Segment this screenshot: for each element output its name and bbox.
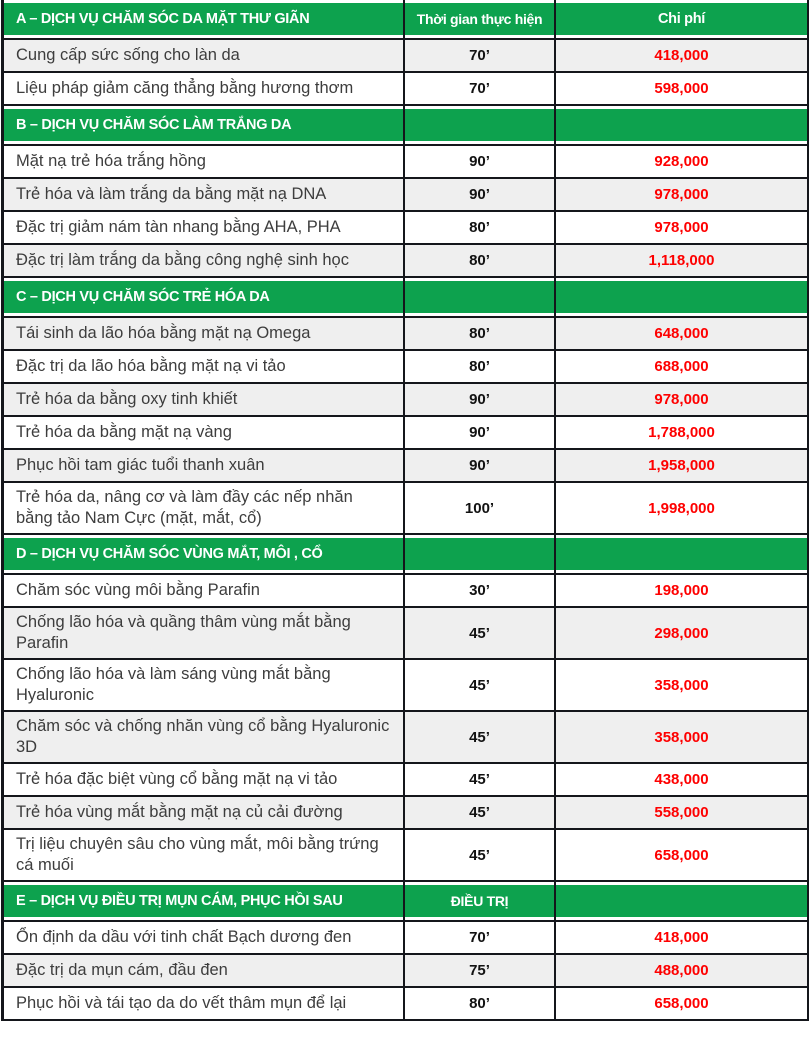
service-name: Liệu pháp giảm căng thẳng bằng hương thơm [16,79,354,97]
service-cell [4,245,405,276]
duration-cell [405,179,556,210]
price-value: 688,000 [654,358,709,375]
duration-value: 45’ [469,804,490,821]
table-row [4,384,809,417]
price-cell [556,318,809,349]
section-header-bar [4,538,403,570]
service-cell [4,40,405,71]
duration-cell [405,922,556,953]
service-name: Chống lão hóa và quầng thâm vùng mắt bằng Parafin [16,613,351,652]
service-cell [4,351,405,382]
table-row [4,830,809,882]
duration-header-bar [405,281,554,313]
table-row [4,922,809,955]
table-row [4,179,809,212]
service-cell [4,73,405,104]
service-name: Trẻ hóa và làm trắng da bằng mặt nạ DNA [16,185,327,203]
table-row [4,955,809,988]
price-cell [556,212,809,243]
price-cell [556,245,809,276]
service-name: Đặc trị da lão hóa bằng mặt nạ vi tảo [16,357,286,375]
section-header-cell [4,535,405,573]
price-cell [556,73,809,104]
price-header-bar [556,281,807,313]
duration-header-label [478,550,482,558]
duration-value: 70’ [469,80,490,97]
table-row [4,797,809,830]
duration-header-label [478,293,482,301]
section-title: B – DỊCH VỤ CHĂM SÓC LÀM TRẮNG DA [16,116,292,133]
service-cell [4,608,405,658]
price-value: 1,998,000 [648,499,715,517]
price-cell [556,660,809,710]
service-name: Cung cấp sức sống cho làn da [16,46,240,64]
price-header-cell [556,0,809,38]
price-value: 358,000 [654,728,709,746]
price-value: 648,000 [654,325,709,342]
service-cell [4,417,405,448]
section-title: A – DỊCH VỤ CHĂM SÓC DA MẶT THƯ GIÃN [16,10,310,27]
duration-value: 45’ [469,728,490,746]
price-value: 198,000 [654,582,709,599]
table-row [4,764,809,797]
price-header-cell [556,882,809,920]
duration-header-cell [405,535,556,573]
section-title: E – DỊCH VỤ ĐIỀU TRỊ MỤN CÁM, PHỤC HỒI SAU [16,892,343,909]
service-name: Trẻ hóa da bằng oxy tinh khiết [16,390,238,408]
duration-header-bar [405,3,554,35]
duration-header-label: ĐIỀU TRỊ [450,892,509,909]
price-value: 1,118,000 [648,252,715,269]
table-row [4,483,809,535]
section-header-bar [4,3,403,35]
duration-value: 45’ [469,676,490,694]
price-cell [556,712,809,762]
price-cell [556,797,809,828]
duration-cell [405,351,556,382]
service-cell [4,575,405,606]
table-row [4,450,809,483]
duration-cell [405,146,556,177]
duration-value: 45’ [469,624,490,642]
price-value: 488,000 [654,962,709,979]
section-header-row [4,535,809,575]
duration-value: 80’ [469,252,490,269]
section-title: C – DỊCH VỤ CHĂM SÓC TRẺ HÓA DA [16,288,270,305]
duration-value: 75’ [469,962,490,979]
price-header-label: Chi phí [657,10,706,27]
service-cell [4,712,405,762]
duration-value: 30’ [469,582,490,599]
service-name: Chăm sóc vùng môi bằng Parafin [16,581,260,599]
price-value: 358,000 [654,676,709,694]
price-value: 1,788,000 [648,424,715,441]
service-cell [4,660,405,710]
service-cell [4,922,405,953]
table-row [4,988,809,1021]
duration-cell [405,483,556,533]
price-value: 928,000 [654,153,709,170]
duration-cell [405,245,556,276]
duration-header-cell [405,278,556,316]
duration-cell [405,797,556,828]
duration-cell [405,575,556,606]
duration-cell [405,988,556,1019]
table-row [4,575,809,608]
section-header-row [4,106,809,146]
service-cell [4,212,405,243]
service-cell [4,797,405,828]
duration-cell [405,660,556,710]
price-value: 658,000 [654,846,709,864]
duration-value: 80’ [469,358,490,375]
duration-value: 80’ [469,325,490,342]
price-cell [556,483,809,533]
table-row [4,417,809,450]
service-name: Đặc trị da mụn cám, đầu đen [16,961,228,979]
price-header-bar [556,109,807,141]
duration-cell [405,73,556,104]
price-value: 438,000 [654,771,709,788]
duration-header-cell [405,106,556,144]
duration-header-cell [405,882,556,920]
price-value: 978,000 [654,186,709,203]
section-header-bar [4,109,403,141]
section-header-row [4,882,809,922]
section-header-row [4,0,809,40]
price-value: 558,000 [654,804,709,821]
price-header-cell [556,278,809,316]
duration-value: 70’ [469,929,490,946]
price-cell [556,764,809,795]
section-title: D – DỊCH VỤ CHĂM SÓC VÙNG MẮT, MÔI , CỔ [16,545,323,562]
duration-cell [405,764,556,795]
table-row [4,245,809,278]
price-value: 1,958,000 [648,457,715,474]
service-cell [4,450,405,481]
price-value: 978,000 [654,391,709,408]
service-name: Trẻ hóa vùng mắt bằng mặt nạ củ cải đường [16,803,343,821]
duration-value: 45’ [469,771,490,788]
duration-value: 90’ [469,153,490,170]
price-value: 418,000 [654,929,709,946]
service-name: Tái sinh da lão hóa bằng mặt nạ Omega [16,324,311,342]
table-row [4,712,809,764]
service-cell [4,955,405,986]
table-row [4,212,809,245]
price-cell [556,417,809,448]
section-header-cell [4,278,405,316]
price-value: 978,000 [654,219,709,236]
service-name: Ổn định da dầu với tinh chất Bạch dương đen [16,928,352,946]
price-cell [556,830,809,880]
price-cell [556,450,809,481]
service-cell [4,830,405,880]
duration-value: 90’ [469,186,490,203]
section-header-cell [4,106,405,144]
duration-header-label: Thời gian thực hiện [416,10,543,27]
duration-cell [405,384,556,415]
price-header-bar [556,538,807,570]
service-cell [4,483,405,533]
price-header-bar [556,3,807,35]
price-header-bar [556,885,807,917]
service-cell [4,764,405,795]
duration-cell [405,318,556,349]
service-name: Chống lão hóa và làm sáng vùng mắt bằng Hyaluronic [16,665,331,704]
table-row [4,40,809,73]
duration-header-cell [405,0,556,38]
section-header-bar [4,885,403,917]
duration-cell [405,212,556,243]
service-cell [4,146,405,177]
duration-value: 45’ [469,846,490,864]
service-name: Phục hồi và tái tạo da do vết thâm mụn để lại [16,994,347,1012]
duration-header-bar [405,109,554,141]
price-value: 598,000 [654,80,709,97]
service-name: Đặc trị giảm nám tàn nhang bằng AHA, PHA [16,218,341,236]
price-cell [556,179,809,210]
price-cell [556,608,809,658]
duration-cell [405,712,556,762]
price-cell [556,146,809,177]
service-name: Phục hồi tam giác tuổi thanh xuân [16,456,265,474]
duration-value: 70’ [469,47,490,64]
duration-cell [405,450,556,481]
table-row [4,318,809,351]
duration-value: 80’ [469,995,490,1012]
price-header-cell [556,106,809,144]
duration-header-label [478,121,482,129]
section-header-row [4,278,809,318]
duration-header-bar [405,885,554,917]
price-value: 658,000 [654,995,709,1012]
price-cell [556,40,809,71]
service-name: Mặt nạ trẻ hóa trắng hồng [16,152,206,170]
table-row [4,351,809,384]
price-cell [556,384,809,415]
price-cell [556,988,809,1019]
duration-header-bar [405,538,554,570]
price-cell [556,351,809,382]
duration-cell [405,40,556,71]
price-value: 418,000 [654,47,709,64]
duration-cell [405,955,556,986]
service-cell [4,988,405,1019]
duration-value: 90’ [469,424,490,441]
duration-cell [405,608,556,658]
service-name: Trị liệu chuyên sâu cho vùng mắt, môi bằng trứng cá muối [16,835,379,874]
service-name: Đặc trị làm trắng da bằng công nghệ sinh học [16,251,349,269]
table-row [4,73,809,106]
table-row [4,660,809,712]
price-cell [556,575,809,606]
service-name: Trẻ hóa da bằng mặt nạ vàng [16,423,232,441]
service-name: Trẻ hóa da, nâng cơ và làm đầy các nếp nhăn bằng tảo Nam Cực (mặt, mắt, cổ) [16,488,353,527]
section-header-bar [4,281,403,313]
section-header-cell [4,0,405,38]
table-row [4,608,809,660]
section-header-cell [4,882,405,920]
duration-value: 100’ [464,499,495,517]
price-cell [556,955,809,986]
service-cell [4,384,405,415]
duration-cell [405,830,556,880]
duration-value: 90’ [469,391,490,408]
service-cell [4,179,405,210]
duration-cell [405,417,556,448]
price-cell [556,922,809,953]
duration-value: 80’ [469,219,490,236]
service-cell [4,318,405,349]
service-name: Chăm sóc và chống nhăn vùng cổ bằng Hyaluronic 3D [16,717,390,756]
service-name: Trẻ hóa đặc biệt vùng cổ bằng mặt nạ vi tảo [16,770,338,788]
price-value: 298,000 [654,624,709,642]
price-table [1,0,809,1021]
table-row [4,146,809,179]
duration-value: 90’ [469,457,490,474]
price-header-cell [556,535,809,573]
